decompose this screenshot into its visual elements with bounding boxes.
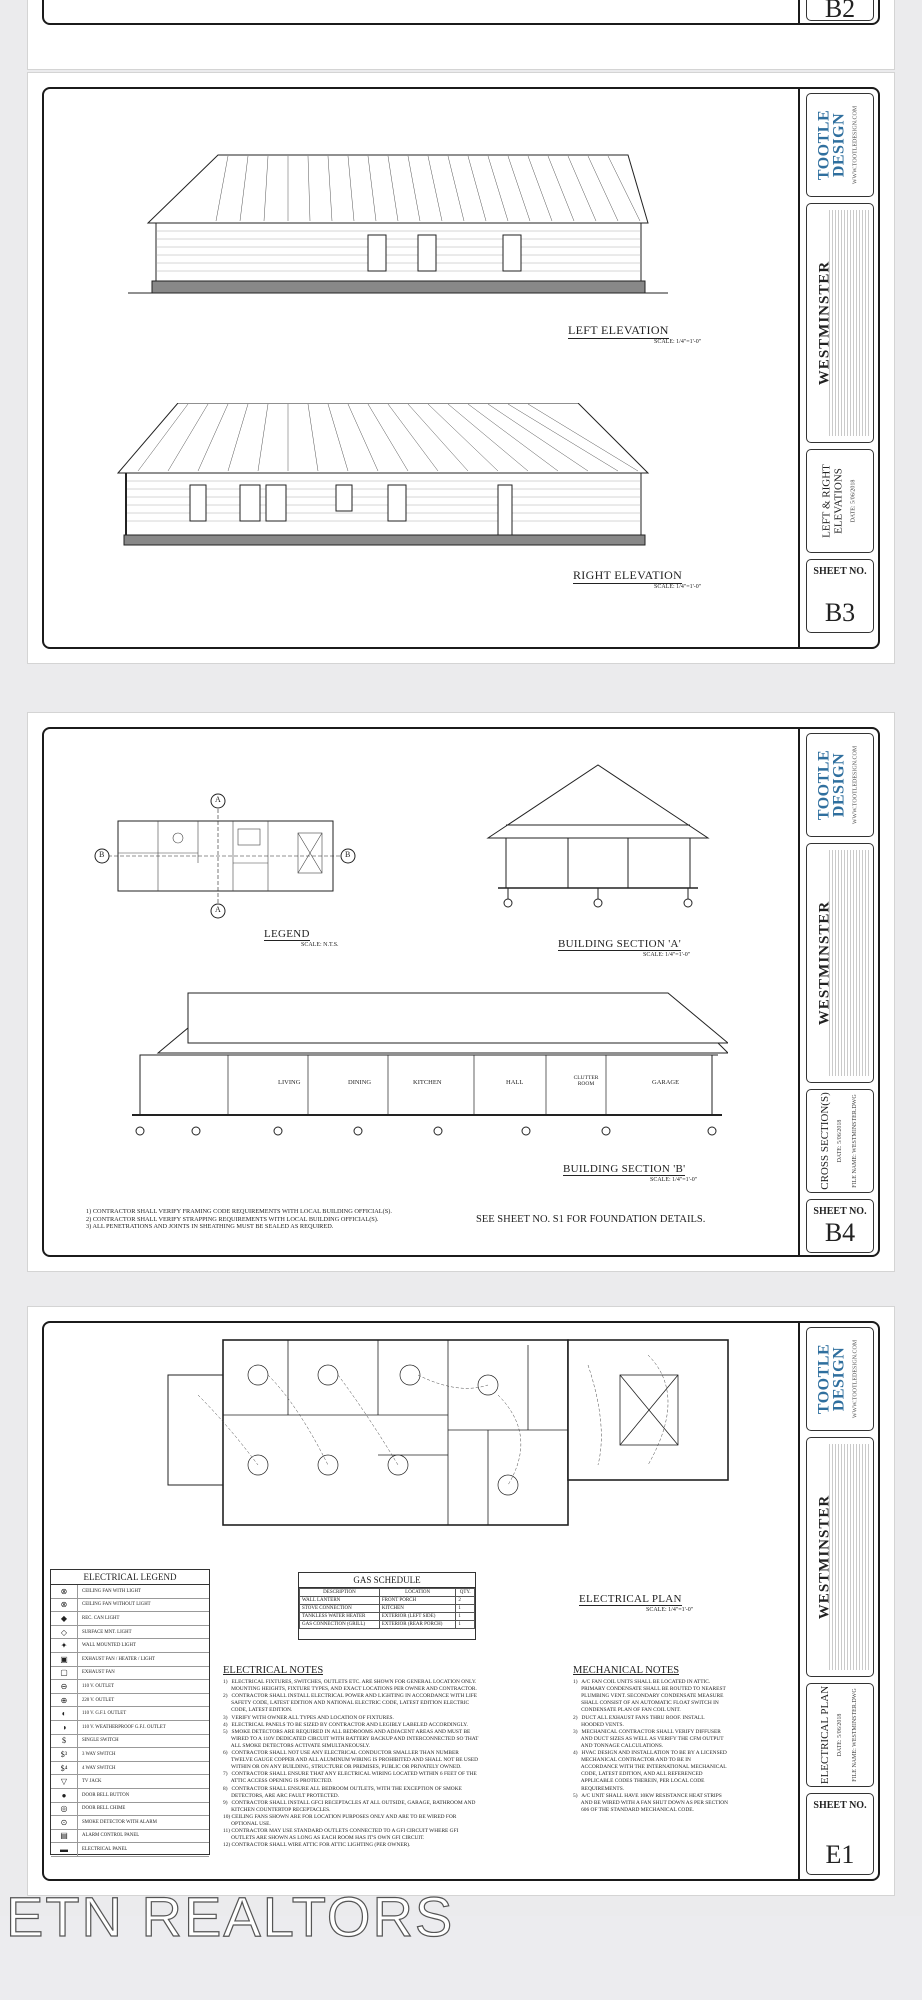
project-cell (806, 843, 874, 1083)
table-row: WALL LANTERN FRONT PORCH 2 (300, 1597, 475, 1605)
note-line: 11) CONTRACTOR MAY USE STANDARD OUTLETS CONNECTED TO A GFI CIRCUIT WHERE GFI (223, 1828, 459, 1835)
building-section-b-label: BUILDING SECTION 'B' (563, 1163, 686, 1175)
electrical-plan-drawing (128, 1335, 748, 1535)
building-section-a-label: BUILDING SECTION 'A' (558, 938, 682, 950)
note-line: 3) MECHANICAL CONTRACTOR SHALL VERIFY DIFFUSER (573, 1728, 721, 1735)
legend-symbol-icon: ◎ (51, 1803, 78, 1816)
legend-item-label: CEILING FAN WITH LIGHT (82, 1588, 141, 1594)
note-line: PLUMBING VENT. SECONDARY CONDENSATE MEASURE (573, 1693, 724, 1700)
note-line: 4) ELECTRICAL PANELS TO BE SIZED BY CONTRACTOR AND LEGIBLY LABELED ACCORDINGLY. (223, 1721, 468, 1728)
legend-item-label: ELECTRICAL PANEL (82, 1847, 128, 1853)
legend-symbol-icon: $³ (51, 1748, 78, 1761)
legend-item-label: TV JACK (82, 1779, 102, 1785)
sheet-b3 (27, 72, 895, 664)
sheet-title-cell (806, 449, 874, 553)
note-line: 9) CONTRACTOR SHALL INSTALL GFCI RECEPTACLES AT ALL OUTSIDE, GARAGE, BATHROOM AND (223, 1799, 476, 1806)
title-block (798, 727, 880, 1257)
legend-item-label: SURFACE MNT. LIGHT (82, 1629, 132, 1635)
title-block (798, 87, 880, 649)
legend-item (51, 1803, 209, 1817)
section-room-kitchen: KITCHEN (413, 1079, 442, 1086)
legend-item (51, 1612, 209, 1626)
legend-item-label: SMOKE DETECTOR WITH ALARM (82, 1819, 157, 1825)
sheet-number: B2 (824, 0, 856, 21)
note-line: 1) A/C FAN COIL UNITS SHALL BE LOCATED IN ATTIC. (573, 1679, 711, 1686)
legend-symbol-icon: ✦ (51, 1639, 78, 1652)
section-room-garage: GARAGE (652, 1079, 680, 1086)
note-line: AND TONNAGE CALCULATIONS. (573, 1742, 664, 1749)
legend-symbol-icon: ◆ (51, 1612, 78, 1625)
note-line: 10) CEILING FANS SHOWN ARE FOR LOCATION PURPOSES ONLY AND ARE TO BE WIRED FOR (223, 1813, 457, 1820)
legend-item (51, 1721, 209, 1735)
tootle-design-logo: TOOTLE DESIGN WWW.TOOTLEDESIGN.COM (815, 105, 859, 185)
section-room-living: LIVING (278, 1079, 301, 1086)
sheet-number-cell (806, 0, 874, 21)
legend-item-label: 3 WAY SWITCH (82, 1751, 116, 1757)
note-line: 2) DUCT ALL EXHAUST FANS THRU ROOF. INSTALL (573, 1714, 705, 1721)
legend-item (51, 1735, 209, 1749)
legend-symbol-icon: $⁴ (51, 1762, 78, 1775)
legend-symbol-icon: ● (51, 1789, 78, 1802)
legend-item-label: 4 WAY SWITCH (82, 1765, 116, 1771)
sheet-title: LEFT & RIGHT ELEVATIONS DATE: 5/06/2018 (820, 464, 857, 538)
legend-item-label: SINGLE SWITCH (82, 1738, 119, 1744)
legend-symbol-icon: ▽ (51, 1775, 78, 1788)
legend-item (51, 1667, 209, 1681)
legend-symbol-icon: ⊙ (51, 1816, 78, 1829)
note-line: SAFETY CODE, LATEST EDITION AND NATIONAL ELECTRIC CODE, LATEST EDITION ELECTRIC (223, 1700, 470, 1707)
note-line: 8) CONTRACTOR SHALL ENSURE ALL BEDROOM OUTLETS, WITH THE EXCEPTION OF SMOKE (223, 1785, 462, 1792)
left-elevation-drawing (88, 153, 688, 333)
legend-symbol-icon: ⊗ (51, 1599, 78, 1612)
legend-item (51, 1789, 209, 1803)
legend-symbol-icon: ⊕ (51, 1694, 78, 1707)
note-line: APPLICABLE CODES THEREIN, PER LOCAL CODE (573, 1778, 705, 1785)
tootle-design-logo: TOOTLE DESIGN WWW.TOOTLEDESIGN.COM (815, 1339, 859, 1419)
note-line: 3) VERIFY WITH OWNER ALL TYPES AND LOCATION OF FIXTURES. (223, 1714, 394, 1721)
legend-item-label: CEILING FAN WITHOUT LIGHT (82, 1602, 151, 1608)
legend-label: LEGEND (264, 928, 310, 940)
logo-cell (806, 733, 874, 837)
note-line: ACCORDANCE WITH THE INTERNATIONAL MECHANICAL (573, 1764, 727, 1771)
gas-schedule (298, 1572, 476, 1640)
legend-item-label: 110 V. OUTLET (82, 1683, 115, 1689)
project-name: WESTMINSTER (816, 1494, 833, 1620)
note-line: WIRED TO A 110V DEDICATED CIRCUIT WITH BATTERY BACKUP AND INTERCONNECTED SO THAT (223, 1735, 479, 1742)
section-room-clutter: CLUTTER ROOM (573, 1075, 599, 1087)
electrical-legend (50, 1569, 210, 1855)
project-cell (806, 203, 874, 443)
sheet-frame (42, 0, 880, 25)
legend-item-label: EXHAUST FAN (82, 1670, 115, 1676)
electrical-plan-label: ELECTRICAL PLAN (579, 1593, 682, 1605)
electrical-notes-title: ELECTRICAL NOTES (223, 1665, 324, 1676)
sheet-number-cell: SHEET NO. B4 (806, 1199, 874, 1253)
legend-symbol-icon: ▢ (51, 1667, 78, 1680)
framing-notes: 1) CONTRACTOR SHALL VERIFY FRAMING CODE REQUIREMENTS WITH LOCAL BUILDING OFFICIAL(S). 2) CONTRACTOR SHALL VERIFY STRAPPING REQUIREMENTS WITH LOCAL BUILDING OFFICIAL(S). 3) ALL PENETRATIONS AND JOINTS IN SHEATHING MUST BE SEALED AS REQUIRED. (86, 1208, 392, 1231)
building-section-b-scale: SCALE: 1/4"=1'-0" (650, 1177, 698, 1183)
logo-cell (806, 1327, 874, 1431)
legend-item (51, 1762, 209, 1776)
mechanical-notes-title: MECHANICAL NOTES (573, 1665, 680, 1676)
project-cell (806, 1437, 874, 1677)
building-section-a-drawing (478, 763, 718, 923)
legend-item (51, 1748, 209, 1762)
table-row: GAS CONNECTION (GRILL) EXTERIOR (REAR PORCH) 1 (300, 1621, 475, 1629)
copyright-fine-print (829, 850, 869, 1076)
legend-item (51, 1775, 209, 1789)
legend-symbol-icon: ◐ (51, 1707, 78, 1720)
section-marker-a-top: A (215, 795, 221, 804)
legend-item (51, 1599, 209, 1613)
note-line: REQUIREMENTS. (573, 1785, 625, 1792)
sheet-title-cell (806, 1683, 874, 1787)
section-marker-b-left: B (99, 850, 105, 859)
legend-item-label: DOOR BELL CHIME (82, 1806, 126, 1812)
note-line: HOODED VENTS. (573, 1721, 624, 1728)
gas-schedule-table: DESCRIPTION LOCATION QTY. WALL LANTERN FRONT PORCH 2 STOVE CONNECTION KITCHEN 1 TANKLESS WATER HEATER EXTERIOR (LEFT SIDE) 1 GAS CONNECTION (GRILL) EXTERIOR (REAR PORCH) 1 (299, 1588, 475, 1629)
sheet-e1 (27, 1306, 895, 1896)
legend-symbol-icon: ◑ (51, 1721, 78, 1734)
logo-cell (806, 93, 874, 197)
legend-symbol-icon: ▣ (51, 1653, 78, 1666)
section-room-dining: DINING (348, 1079, 372, 1086)
legend-item (51, 1585, 209, 1599)
legend-item-label: 110 V. G.F.I. OUTLET (82, 1711, 127, 1717)
legend-item-label: 220 V. OUTLET (82, 1697, 115, 1703)
legend-item-label: 110 V. WEATHERPROOF G.F.I. OUTLET (82, 1724, 166, 1730)
copyright-fine-print (829, 210, 869, 436)
legend-symbol-icon: ▬ (51, 1843, 78, 1856)
sheet-number: B3 (824, 598, 856, 627)
table-row: TANKLESS WATER HEATER EXTERIOR (LEFT SIDE) 1 (300, 1613, 475, 1621)
note-line: 5) SMOKE DETECTORS ARE REQUIRED IN ALL BEDROOMS AND ADJACENT AREAS AND MUST BE (223, 1728, 471, 1735)
right-elevation-label: RIGHT ELEVATION (573, 568, 683, 582)
building-section-b-drawing (108, 983, 728, 1173)
legend-symbol-icon: ▤ (51, 1830, 78, 1843)
legend-item (51, 1816, 209, 1830)
note-line: SHALL CONSIST OF AN AUTOMATIC FLOAT SWITCH IN (573, 1700, 719, 1707)
right-elevation-drawing (108, 403, 708, 563)
legend-item (51, 1694, 209, 1708)
title-block (798, 1321, 880, 1881)
note-line: ALL SMOKE DETECTORS ACTIVATE SIMULTANEOUSLY. (223, 1742, 371, 1749)
electrical-legend-title: ELECTRICAL LEGEND (51, 1570, 209, 1585)
note-line: AND BE WIRED WITH A FAN SHUT DOWN AS PER SECTION (573, 1799, 729, 1806)
copyright-fine-print (829, 1444, 869, 1670)
note-line: PRIMARY CONDENSATE SHALL BE ROUTED TO NEAREST (573, 1686, 726, 1693)
legend-symbol-icon: $ (51, 1735, 78, 1748)
sheet-title-cell (806, 1089, 874, 1193)
legend-symbol-icon: ⊖ (51, 1680, 78, 1693)
note-line: 5) A/C UNIT SHALL HAVE 10KW RESISTANCE HEAT STRIPS (573, 1792, 722, 1799)
note-line: CODE, LATEST EDITION, AND ALL REFERENCED (573, 1771, 703, 1778)
note-line: CODE, LATEST EDITION. (223, 1707, 293, 1714)
note-line: 1) ELECTRICAL FIXTURES, SWITCHES, OUTLETS ETC. ARE SHOWN FOR GENERAL LOCATION ONLY. (223, 1679, 477, 1686)
legend-symbol-icon: ◇ (51, 1626, 78, 1639)
section-room-hall: HALL (506, 1079, 524, 1086)
note-line: AND DUCT SIZES AS WELL AS VERIFY THE CFM OUTPUT (573, 1735, 724, 1742)
note-line: OUTLETS ARE SHOWN AS LONG AS EACH ROOM HAS IT'S OWN GFI CIRCUIT. (223, 1835, 425, 1842)
section-marker-b-right: B (345, 850, 351, 859)
right-elevation-scale: SCALE: 1/4"=1'-0" (654, 584, 702, 590)
watermark: ETN REALTORS (6, 1885, 455, 1948)
title-block (798, 0, 880, 25)
sheet-b2 (27, 0, 895, 70)
building-section-a-scale: SCALE: 1/4"=1'-0" (643, 952, 691, 958)
note-line: 606 OF THE STANDARD MECHANICAL CODE. (573, 1806, 694, 1813)
sheet-title: CROSS SECTION(S) DATE: 5/06/2018 FILE NAME: WESTMINSTER.DWG (819, 1092, 858, 1190)
legend-symbol-icon: ⊗ (51, 1585, 78, 1598)
legend-item (51, 1680, 209, 1694)
note-line: 2) CONTRACTOR SHALL INSTALL ELECTRICAL POWER AND LIGHTING IN ACCORDANCE WITH LIFE (223, 1693, 478, 1700)
sheet-number-cell: SHEET NO. B3 (806, 559, 874, 633)
legend-item (51, 1830, 209, 1844)
note-line: CONDENSATE PLAN OF FAN COIL UNIT. (573, 1707, 681, 1714)
note-line: ATTIC ACCESS OPENING IS PROTECTED. (223, 1778, 333, 1785)
sheet-number: B4 (824, 1218, 856, 1247)
sheet-title: ELECTRICAL PLAN DATE: 5/06/2018 FILE NAME: WESTMINSTER.DWG (819, 1685, 858, 1785)
gas-schedule-title: GAS SCHEDULE (299, 1573, 475, 1588)
table-row: STOVE CONNECTION KITCHEN 1 (300, 1605, 475, 1613)
project-name: WESTMINSTER (816, 260, 833, 386)
legend-item-label: REC. CAN LIGHT (82, 1615, 120, 1621)
note-line: 6) CONTRACTOR SHALL NOT USE ANY ELECTRICAL CONDUCTOR SMALLER THAN NUMBER (223, 1750, 459, 1757)
left-elevation-label: LEFT ELEVATION (568, 323, 669, 337)
mechanical-notes (573, 1667, 803, 1814)
legend-item (51, 1626, 209, 1640)
note-line: DETECTORS, ARE ARC FAULT PROTECTED. (223, 1792, 340, 1799)
left-elevation-scale: SCALE: 1/4"=1'-0" (654, 339, 702, 345)
legend-item-label: ALARM CONTROL PANEL (82, 1833, 140, 1839)
section-marker-a-bottom: A (215, 905, 221, 914)
sheet-b4 (27, 712, 895, 1272)
tootle-design-logo: TOOTLE DESIGN WWW.TOOTLEDESIGN.COM (815, 745, 859, 825)
sheet-number-cell: SHEET NO. E1 (806, 1793, 874, 1875)
note-line: 12) CONTRACTOR SHALL WIRE ATTIC FOR ATTIC LIGHTING (PER OWNER). (223, 1842, 411, 1849)
note-line: MOUNTING HEIGHTS, FIXTURE TYPES, AND EXACT LOCATIONS PER OWNER AND CONTRACTOR. (223, 1686, 477, 1693)
electrical-plan-scale: SCALE: 1/4"=1'-0" (646, 1607, 694, 1613)
legend-item (51, 1843, 209, 1857)
foundation-note: SEE SHEET NO. S1 FOR FOUNDATION DETAILS. (476, 1214, 706, 1225)
note-line: KITCHEN COUNTERTOP RECEPTACLES. (223, 1806, 331, 1813)
legend-item (51, 1707, 209, 1721)
legend-item (51, 1653, 209, 1667)
legend-item-label: WALL MOUNTED LIGHT (82, 1643, 136, 1649)
project-name: WESTMINSTER (816, 900, 833, 1026)
note-line: MECHANICAL CONTRACTOR AND TO BE IN (573, 1757, 691, 1764)
sheet-number: E1 (825, 1840, 855, 1869)
legend-item-label: EXHAUST FAN / HEATER / LIGHT (82, 1656, 155, 1662)
legend-item (51, 1639, 209, 1653)
electrical-notes (223, 1667, 583, 1849)
note-line: 4) HVAC DESIGN AND INSTALLATION TO BE BY A LICENSED (573, 1750, 727, 1757)
note-line: WITHIN OR ON ANY BUILDING, STRUCTURE OR PREMISES, PUBLIC OR PRIVATELY OWNED. (223, 1764, 462, 1771)
legend-scale: SCALE: N.T.S. (301, 942, 339, 948)
legend-item-label: DOOR BELL BUTTON (82, 1792, 130, 1798)
note-line: TWELVE GAUGE COPPER AND ALL ALUMINUM WIRING IS PROHIBITED AND SHALL NOT BE USED (223, 1757, 479, 1764)
note-line: 7) CONTRACTOR SHALL ENSURE THAT ANY ELECTRICAL WIRING LOCATED WITHIN 6 FEET OF THE (223, 1771, 477, 1778)
note-line: OPTIONAL USE. (223, 1820, 271, 1827)
